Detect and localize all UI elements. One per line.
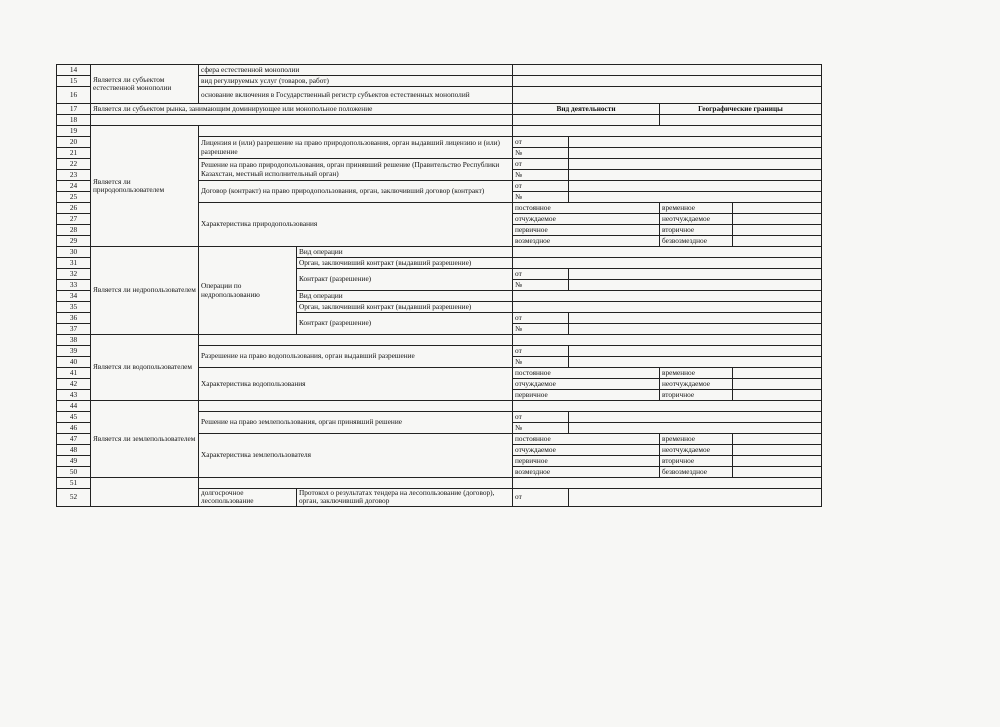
table-row: [57, 247, 822, 258]
option-label: неотчуждаемое: [660, 214, 733, 225]
value-cell[interactable]: [733, 214, 822, 225]
row-label: Договор (контракт) на право природопользования, орган, заключивший договор (контракт): [199, 181, 513, 203]
from-label: от: [513, 269, 569, 280]
row-label: Является ли субъектом естественной монополии: [91, 65, 199, 104]
option-label: постоянное: [513, 434, 660, 445]
number-label: №: [513, 192, 569, 203]
value-cell[interactable]: [199, 478, 513, 489]
value-cell[interactable]: [569, 357, 822, 368]
from-label: от: [513, 489, 569, 507]
row-number: 39: [57, 346, 91, 357]
value-cell[interactable]: [513, 258, 822, 269]
value-cell[interactable]: [513, 247, 822, 258]
number-label: №: [513, 170, 569, 181]
option-label: постоянное: [513, 368, 660, 379]
row-label: Является ли землепользователем: [91, 401, 199, 478]
row-label: Разрешение на право водопользования, орган выдавший разрешение: [199, 346, 513, 368]
row-number: 27: [57, 214, 91, 225]
row-label: Вид операции: [297, 291, 513, 302]
value-cell[interactable]: [569, 159, 822, 170]
table-row: [57, 65, 822, 76]
option-label: временное: [660, 203, 733, 214]
value-cell[interactable]: [733, 434, 822, 445]
number-label: №: [513, 357, 569, 368]
row-number: 16: [57, 87, 91, 104]
row-label: Протокол о результатах тендера на лесопользование (договор), орган, заключивший договор: [297, 489, 513, 507]
row-number: 26: [57, 203, 91, 214]
row-number: 43: [57, 390, 91, 401]
value-cell[interactable]: [91, 115, 513, 126]
value-cell[interactable]: [569, 313, 822, 324]
from-label: от: [513, 346, 569, 357]
value-cell[interactable]: [733, 379, 822, 390]
value-cell[interactable]: [569, 148, 822, 159]
value-cell[interactable]: [569, 181, 822, 192]
from-label: от: [513, 137, 569, 148]
value-cell[interactable]: [513, 291, 822, 302]
value-cell[interactable]: [91, 478, 199, 507]
from-label: от: [513, 181, 569, 192]
row-number: 14: [57, 65, 91, 76]
value-cell[interactable]: [569, 192, 822, 203]
value-cell[interactable]: [513, 478, 822, 489]
row-label: Решение на право землепользования, орган принявший решение: [199, 412, 513, 434]
value-cell[interactable]: [199, 126, 513, 137]
row-number: 40: [57, 357, 91, 368]
value-cell[interactable]: [569, 280, 822, 291]
option-label: постоянное: [513, 203, 660, 214]
row-number: 49: [57, 456, 91, 467]
option-label: отчуждаемое: [513, 379, 660, 390]
row-number: 18: [57, 115, 91, 126]
row-number: 31: [57, 258, 91, 269]
value-cell[interactable]: [513, 401, 822, 412]
row-number: 28: [57, 225, 91, 236]
from-label: от: [513, 412, 569, 423]
row-number: 37: [57, 324, 91, 335]
table-row: [57, 335, 822, 346]
row-label: основание включения в Государственный регистр субъектов естественных монополий: [199, 87, 513, 104]
number-label: №: [513, 324, 569, 335]
row-label: Орган, заключивший контракт (выдавший разрешение): [297, 302, 513, 313]
value-cell[interactable]: [733, 445, 822, 456]
option-label: вторичное: [660, 225, 733, 236]
row-number: 22: [57, 159, 91, 170]
value-cell[interactable]: [569, 346, 822, 357]
value-cell[interactable]: [569, 269, 822, 280]
row-number: 34: [57, 291, 91, 302]
number-label: №: [513, 280, 569, 291]
value-cell[interactable]: [569, 170, 822, 181]
option-label: неотчуждаемое: [660, 379, 733, 390]
option-label: неотчуждаемое: [660, 445, 733, 456]
option-label: первичное: [513, 390, 660, 401]
value-cell[interactable]: [733, 368, 822, 379]
column-header: Географические границы: [660, 104, 822, 115]
option-label: первичное: [513, 225, 660, 236]
table-row: [57, 401, 822, 412]
value-cell[interactable]: [569, 423, 822, 434]
row-label: Является ли субъектом рынка, занимающим доминирующее или монопольное положение: [91, 104, 513, 115]
row-number: 50: [57, 467, 91, 478]
row-number: 33: [57, 280, 91, 291]
row-label: Является ли водопользователем: [91, 335, 199, 401]
value-cell[interactable]: [513, 65, 822, 76]
option-label: безвозмездное: [660, 236, 733, 247]
number-label: №: [513, 148, 569, 159]
row-label: Контракт (разрешение): [297, 313, 513, 335]
table-row: [57, 115, 822, 126]
row-label: Является ли недропользователем: [91, 247, 199, 335]
row-label: Характеристика землепользователя: [199, 434, 513, 478]
row-number: 51: [57, 478, 91, 489]
row-number: 30: [57, 247, 91, 258]
row-label: вид регулируемых услуг (товаров, работ): [199, 76, 513, 87]
row-number: 24: [57, 181, 91, 192]
option-label: возмездное: [513, 236, 660, 247]
from-label: от: [513, 159, 569, 170]
row-number: 32: [57, 269, 91, 280]
row-label: Орган, заключивший контракт (выдавший разрешение): [297, 258, 513, 269]
row-number: 47: [57, 434, 91, 445]
row-label: Является ли природопользователем: [91, 126, 199, 247]
from-label: от: [513, 313, 569, 324]
table-row: [57, 478, 822, 489]
option-label: возмездное: [513, 467, 660, 478]
row-number: 36: [57, 313, 91, 324]
value-cell[interactable]: [513, 335, 822, 346]
row-number: 48: [57, 445, 91, 456]
value-cell[interactable]: [569, 324, 822, 335]
value-cell[interactable]: [569, 412, 822, 423]
row-number: 52: [57, 489, 91, 507]
value-cell[interactable]: [513, 87, 822, 104]
row-label: долгосрочное лесопользование: [199, 489, 297, 507]
row-label: Контракт (разрешение): [297, 269, 513, 291]
value-cell[interactable]: [513, 76, 822, 87]
row-number: 42: [57, 379, 91, 390]
row-number: 20: [57, 137, 91, 148]
row-number: 45: [57, 412, 91, 423]
value-cell[interactable]: [199, 401, 513, 412]
row-number: 23: [57, 170, 91, 181]
value-cell[interactable]: [733, 390, 822, 401]
row-number: 17: [57, 104, 91, 115]
row-number: 15: [57, 76, 91, 87]
row-number: 21: [57, 148, 91, 159]
row-number: 38: [57, 335, 91, 346]
value-cell[interactable]: [513, 302, 822, 313]
row-number: 44: [57, 401, 91, 412]
option-label: временное: [660, 434, 733, 445]
value-cell[interactable]: [733, 456, 822, 467]
row-label: Вид операции: [297, 247, 513, 258]
row-number: 41: [57, 368, 91, 379]
option-label: первичное: [513, 456, 660, 467]
value-cell[interactable]: [733, 467, 822, 478]
row-label: Характеристика водопользования: [199, 368, 513, 401]
value-cell[interactable]: [733, 225, 822, 236]
number-label: №: [513, 423, 569, 434]
row-label: Решение на право природопользования, орган принявший решение (Правительство Республики Казахстан, местный исполнительный орган): [199, 159, 513, 181]
option-label: временное: [660, 368, 733, 379]
registry-form-table: [56, 64, 822, 507]
row-number: 25: [57, 192, 91, 203]
option-label: отчуждаемое: [513, 214, 660, 225]
table-row: [57, 104, 822, 115]
row-number: 19: [57, 126, 91, 137]
value-cell[interactable]: [513, 115, 660, 126]
value-cell[interactable]: [569, 489, 822, 507]
row-label: сфера естественной монополии: [199, 65, 513, 76]
option-label: безвозмездное: [660, 467, 733, 478]
value-cell[interactable]: [569, 137, 822, 148]
option-label: вторичное: [660, 456, 733, 467]
row-label: Лицензия и (или) разрешение на право природопользования, орган выдавший лицензию и (или) разрешение: [199, 137, 513, 159]
value-cell[interactable]: [733, 203, 822, 214]
value-cell[interactable]: [513, 126, 822, 137]
value-cell[interactable]: [733, 236, 822, 247]
row-number: 46: [57, 423, 91, 434]
option-label: вторичное: [660, 390, 733, 401]
column-header: Вид деятельности: [513, 104, 660, 115]
row-label: Характеристика природопользования: [199, 203, 513, 247]
value-cell[interactable]: [199, 335, 513, 346]
row-number: 29: [57, 236, 91, 247]
table-row: [57, 126, 822, 137]
row-number: 35: [57, 302, 91, 313]
option-label: отчуждаемое: [513, 445, 660, 456]
value-cell[interactable]: [660, 115, 822, 126]
row-label: Операции по недропользованию: [199, 247, 297, 335]
